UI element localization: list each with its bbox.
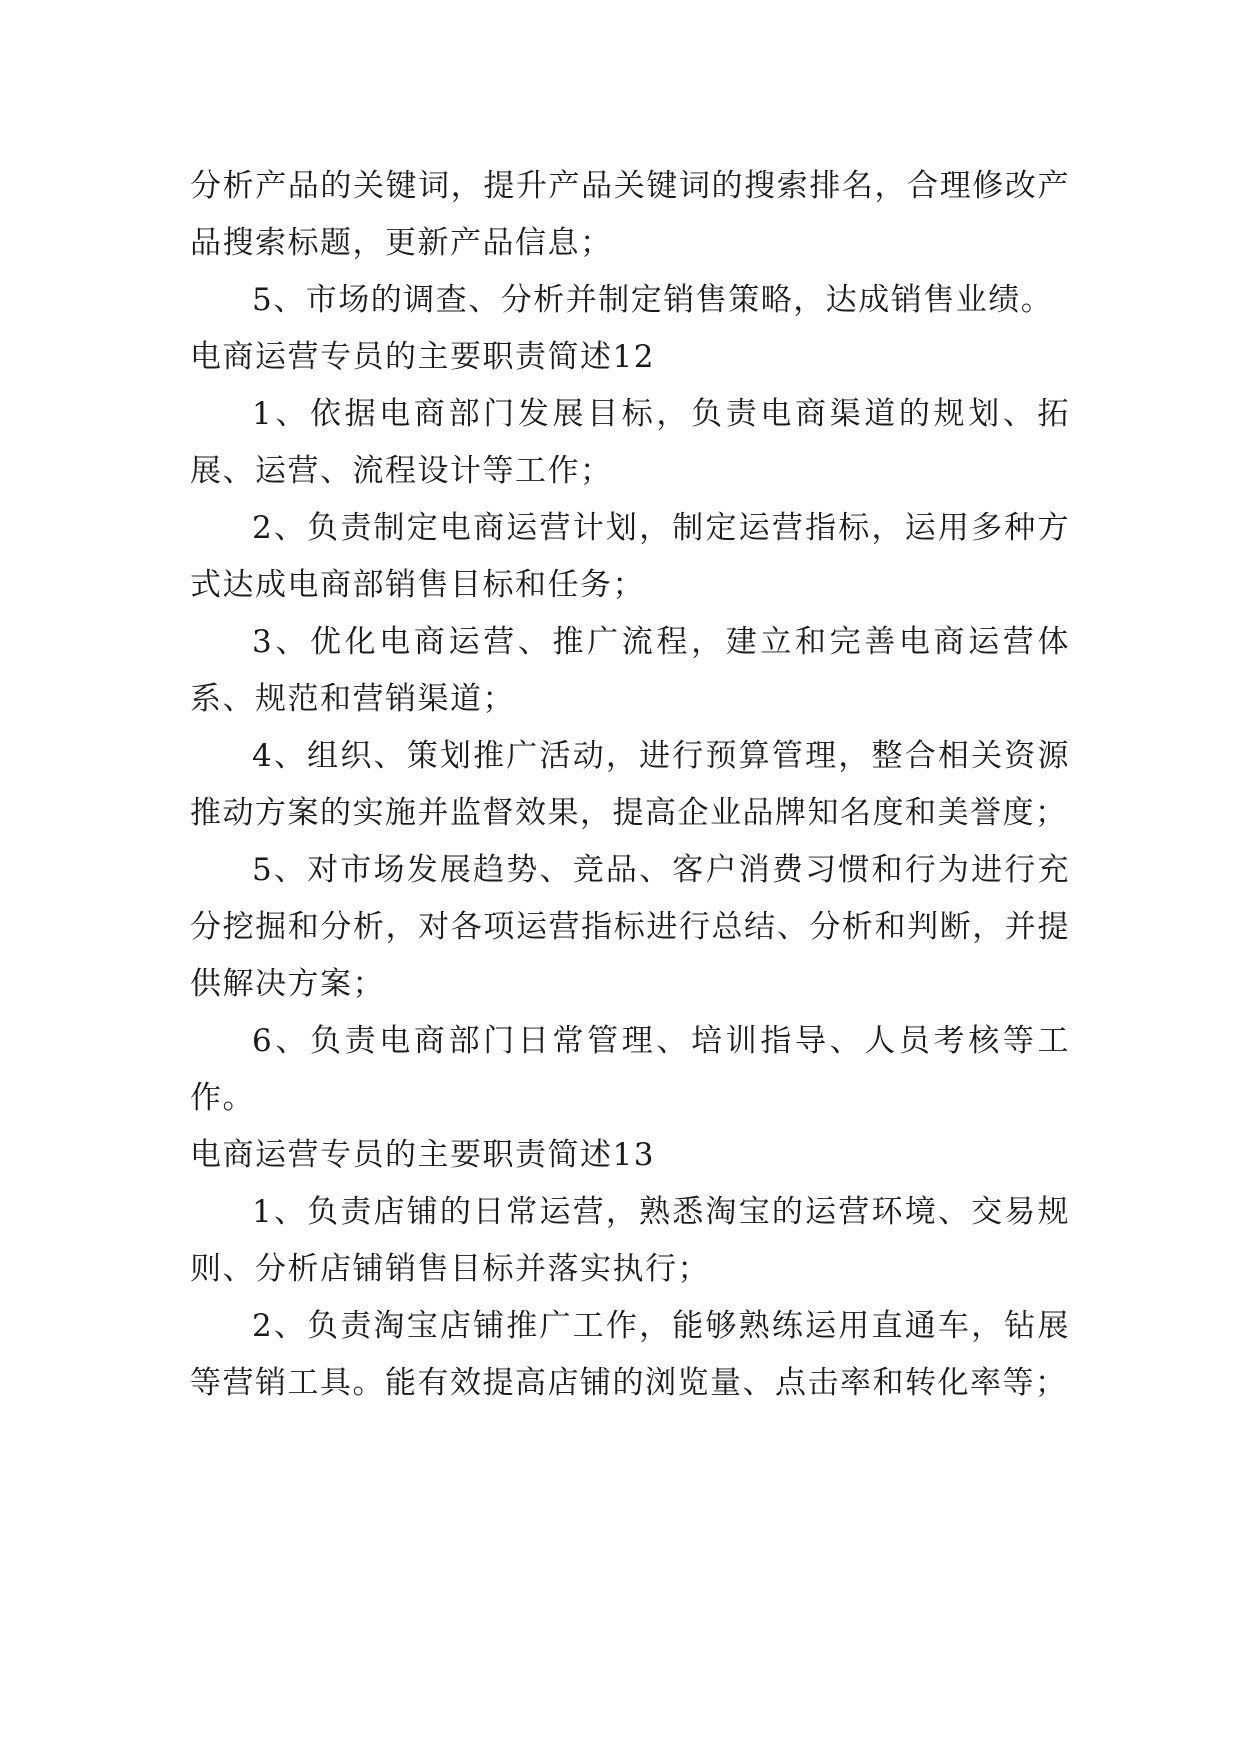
paragraph-item: 3、优化电商运营、推广流程，建立和完善电商运营体系、规范和营销渠道； — [190, 624, 1070, 717]
paragraph-item: 6、负责电商部门日常管理、培训指导、人员考核等工作。 — [190, 1023, 1070, 1116]
paragraph-item: 5、市场的调查、分析并制定销售策略，达成销售业绩。 — [252, 282, 1054, 318]
document-body — [190, 158, 1070, 1412]
section-heading: 电商运营专员的主要职责简述12 — [190, 339, 655, 375]
paragraph-item: 4、组织、策划推广活动，进行预算管理，整合相关资源推动方案的实施并监督效果，提高企业品牌知名度和美誉度； — [190, 738, 1070, 831]
paragraph-item: 2、负责淘宝店铺推广工作，能够熟练运用直通车，钻展等营销工具。能有效提高店铺的浏览量、点击率和转化率等； — [190, 1308, 1070, 1401]
paragraph-item: 1、依据电商部门发展目标，负责电商渠道的规划、拓展、运营、流程设计等工作； — [190, 396, 1070, 489]
paragraph-continuation: 分析产品的关键词，提升产品关键词的搜索排名，合理修改产品搜索标题，更新产品信息； — [190, 168, 1070, 261]
paragraph-item: 2、负责制定电商运营计划，制定运营指标，运用多种方式达成电商部销售目标和任务； — [190, 510, 1070, 603]
section-heading: 电商运营专员的主要职责简述13 — [190, 1137, 655, 1173]
paragraph-item: 1、负责店铺的日常运营，熟悉淘宝的运营环境、交易规则、分析店铺销售目标并落实执行； — [190, 1194, 1070, 1287]
paragraph-item: 5、对市场发展趋势、竞品、客户消费习惯和行为进行充分挖掘和分析，对各项运营指标进行总结、分析和判断，并提供解决方案； — [190, 852, 1070, 1002]
